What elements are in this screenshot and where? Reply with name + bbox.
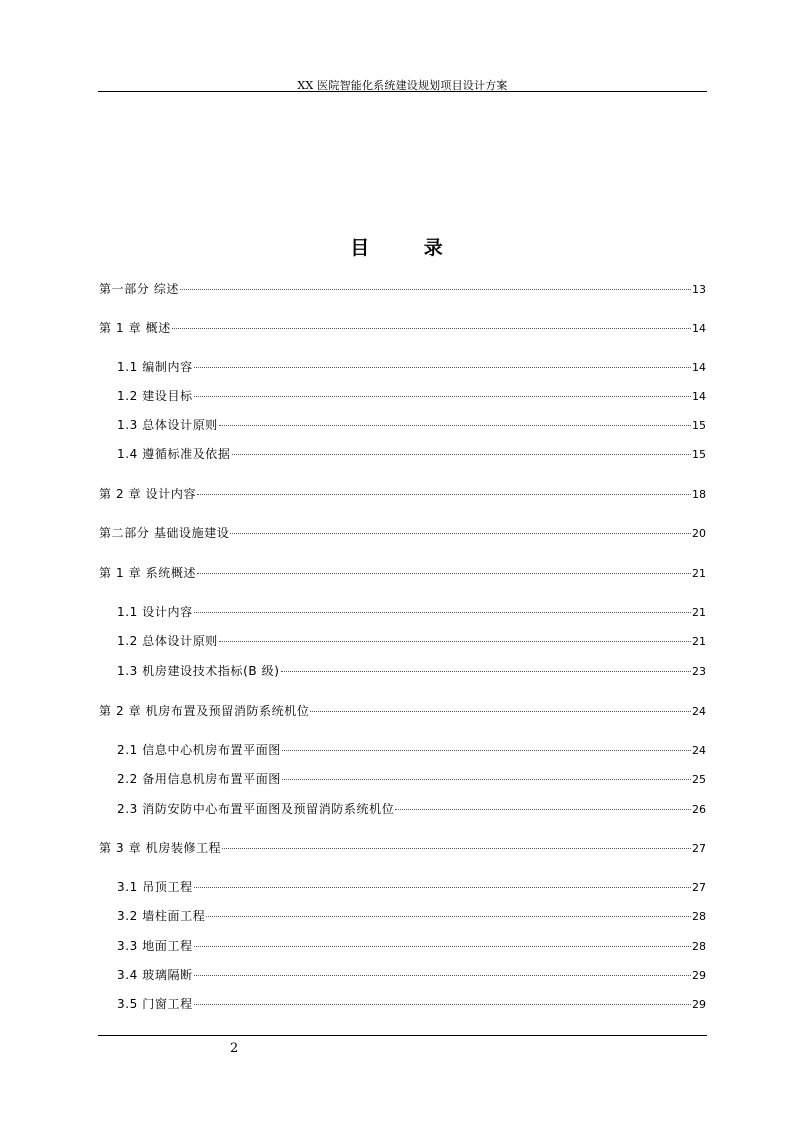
toc-leader-dots	[219, 425, 691, 426]
toc-entry[interactable]	[117, 633, 706, 650]
toc-entry-page: 21	[692, 606, 706, 619]
toc-entry-page: 15	[692, 448, 706, 461]
toc-entry[interactable]	[117, 967, 706, 984]
toc-entry[interactable]	[117, 663, 706, 680]
toc-leader-dots	[282, 750, 691, 751]
toc-leader-dots	[180, 289, 691, 290]
toc-entry[interactable]	[117, 388, 706, 405]
toc-entry[interactable]	[117, 771, 706, 788]
toc-entry-page: 27	[692, 881, 706, 894]
footer-divider	[98, 1035, 707, 1036]
toc-entry[interactable]	[117, 879, 706, 896]
toc-entry[interactable]	[99, 486, 706, 503]
toc-entry-page: 14	[692, 361, 706, 374]
toc-entry[interactable]	[99, 565, 706, 582]
toc-entry-label: 2.2 备用信息机房布置平面图	[117, 772, 281, 786]
toc-entry-label: 2.3 消防安防中心布置平面图及预留消防系统机位	[117, 802, 395, 816]
toc-leader-dots	[282, 779, 691, 780]
toc-entry[interactable]	[117, 908, 706, 925]
toc-entry-page: 29	[692, 969, 706, 982]
toc-entry-page: 15	[692, 419, 706, 432]
toc-entry-page: 21	[692, 635, 706, 648]
toc-entry[interactable]	[117, 742, 706, 759]
toc-entry-label: 3.5 门窗工程	[117, 997, 193, 1011]
toc-entry-page: 21	[692, 567, 706, 580]
toc-entry[interactable]	[117, 801, 706, 818]
toc-entry-label: 2.1 信息中心机房布置平面图	[117, 743, 281, 757]
toc-entry-label: 3.4 玻璃隔断	[117, 968, 193, 982]
toc-entry-page: 20	[692, 527, 706, 540]
toc-entry[interactable]	[99, 281, 706, 298]
toc-entry-label: 3.1 吊顶工程	[117, 880, 193, 894]
toc-entry[interactable]	[99, 320, 706, 337]
toc-entry[interactable]	[117, 996, 706, 1013]
toc-leader-dots	[194, 946, 691, 947]
toc-entry-label: 第 1 章 概述	[99, 321, 171, 335]
toc-entry-label: 第 2 章 机房布置及预留消防系统机位	[99, 704, 310, 718]
toc-leader-dots	[197, 494, 691, 495]
toc-entry-page: 14	[692, 322, 706, 335]
toc-entry[interactable]	[117, 938, 706, 955]
toc-entry-label: 第 2 章 设计内容	[99, 487, 197, 501]
toc-entry-page: 28	[692, 940, 706, 953]
toc-leader-dots	[194, 887, 691, 888]
toc-entry[interactable]	[117, 417, 706, 434]
toc-entry[interactable]	[117, 446, 706, 463]
toc-entry-page: 29	[692, 998, 706, 1011]
toc-entry-page: 18	[692, 488, 706, 501]
toc-entry-page: 25	[692, 773, 706, 786]
document-header-title: XX 医院智能化系统建设规划项目设计方案	[297, 79, 508, 92]
toc-leader-dots	[194, 975, 691, 976]
toc-leader-dots	[281, 671, 691, 672]
toc-leader-dots	[219, 641, 691, 642]
toc-leader-dots	[206, 916, 691, 917]
toc-entry-page: 27	[692, 842, 706, 855]
toc-entry[interactable]	[117, 359, 706, 376]
toc-entry-label: 第 3 章 机房装修工程	[99, 841, 222, 855]
toc-leader-dots	[222, 848, 691, 849]
toc-leader-dots	[395, 809, 691, 810]
toc-entry-page: 28	[692, 910, 706, 923]
toc-leader-dots	[230, 533, 691, 534]
toc-leader-dots	[172, 328, 691, 329]
toc-entry-label: 1.1 设计内容	[117, 605, 193, 619]
toc-entry-label: 1.3 机房建设技术指标(B 级)	[117, 664, 280, 678]
toc-leader-dots	[194, 1004, 691, 1005]
toc-leader-dots	[194, 396, 691, 397]
toc-entry-page: 24	[692, 705, 706, 718]
page-number: 2	[230, 1041, 239, 1056]
toc-entry-label: 1.1 编制内容	[117, 360, 193, 374]
toc-entry-label: 1.3 总体设计原则	[117, 418, 218, 432]
toc-leader-dots	[194, 367, 691, 368]
toc-entry-label: 1.2 总体设计原则	[117, 634, 218, 648]
toc-leader-dots	[194, 612, 691, 613]
toc-title: 目 录	[350, 237, 443, 259]
toc-entry[interactable]	[99, 840, 706, 857]
toc-entry[interactable]	[99, 525, 706, 542]
toc-leader-dots	[310, 711, 691, 712]
toc-entry-page: 13	[692, 283, 706, 296]
toc-entry-label: 3.3 地面工程	[117, 939, 193, 953]
toc-entry-page: 26	[692, 803, 706, 816]
toc-entry[interactable]	[117, 604, 706, 621]
toc-entry-label: 第二部分 基础设施建设	[99, 526, 230, 540]
toc-leader-dots	[197, 573, 691, 574]
toc-entry-page: 24	[692, 744, 706, 757]
toc-entry-label: 1.2 建设目标	[117, 389, 193, 403]
toc-entry-page: 14	[692, 390, 706, 403]
toc-entry-label: 3.2 墙柱面工程	[117, 909, 206, 923]
toc-entry-label: 1.4 遵循标准及依据	[117, 447, 231, 461]
toc-leader-dots	[232, 454, 692, 455]
toc-entry-label: 第一部分 综述	[99, 282, 180, 296]
toc-entry-label: 第 1 章 系统概述	[99, 566, 197, 580]
toc-entry-page: 23	[692, 665, 706, 678]
toc-entry[interactable]	[99, 703, 706, 720]
